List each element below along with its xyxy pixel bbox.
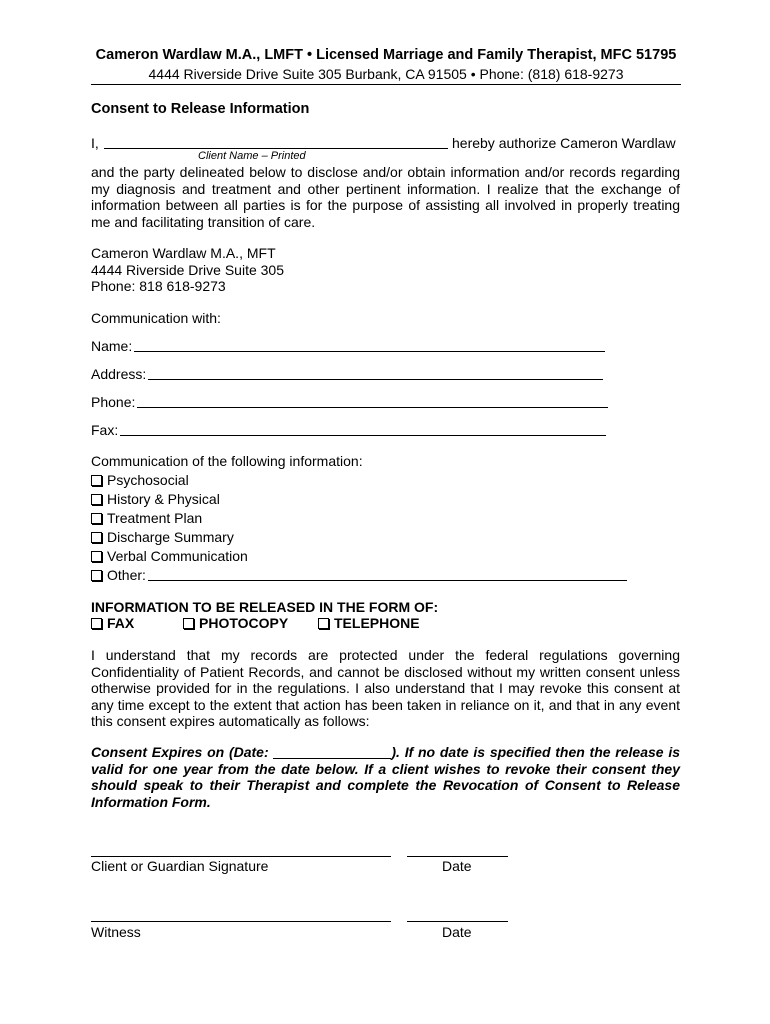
intro-suffix: hereby authorize Cameron Wardlaw [452,135,676,151]
witness-label: Witness [91,924,141,940]
provider-address: 4444 Riverside Drive Suite 305 [91,262,284,278]
checkbox-icon [91,475,102,486]
expires-suffix: ). If no date is specified then the release is valid for one year from the date below. If a client wishes to revoke their consent they should speak to their Therapist and complete the Revocation of Consent to Release Information Form. [91,744,681,810]
option-label: Verbal Communication [107,548,248,564]
option-label: Other: [107,567,146,583]
intro-prefix: I, [91,135,99,151]
checkbox-treatment-plan[interactable] [91,510,202,526]
option-label: PHOTOCOPY [199,615,289,631]
client-date-field[interactable] [407,856,508,857]
header-subtitle: 4444 Riverside Drive Suite 305 Burbank, CA 91505 • Phone: (818) 618-9273 [148,66,624,82]
phone-label: Phone: [91,394,136,410]
fax-field[interactable] [120,435,606,436]
checkbox-icon [318,618,329,629]
header-title: Cameron Wardlaw M.A., LMFT • Licensed Marriage and Family Therapist, MFC 51795 [95,47,677,63]
expiration-paragraph [91,744,680,810]
header-divider [91,84,681,85]
provider-name: Cameron Wardlaw M.A., MFT [91,245,276,261]
expiration-date-field[interactable] [273,746,391,759]
client-date-label: Date [442,858,472,874]
checkbox-icon [183,618,194,629]
other-field[interactable] [148,580,627,581]
option-label: TELEPHONE [334,615,420,631]
checkbox-fax[interactable] [91,615,134,631]
checkbox-icon [91,513,102,524]
client-name-caption: Client Name – Printed [198,150,306,162]
client-signature-field[interactable] [91,856,391,857]
info-label: Communication of the following information: [91,453,363,469]
communication-with-label: Communication with: [91,310,221,326]
release-form-heading: INFORMATION TO BE RELEASED IN THE FORM OF: [91,599,439,615]
checkbox-psychosocial[interactable] [91,472,189,488]
checkbox-icon [91,570,102,581]
phone-field[interactable] [137,407,608,408]
witness-signature-field[interactable] [91,921,391,922]
option-label: FAX [107,615,135,631]
checkbox-discharge-summary[interactable] [91,529,234,545]
checkbox-icon [91,551,102,562]
option-label: Psychosocial [107,472,189,488]
checkbox-other[interactable] [91,567,146,583]
checkbox-verbal-communication[interactable] [91,548,248,564]
confidentiality-paragraph: I understand that my records are protected under the federal regulations governing Confidentiality of Patient Records, and cannot be disclosed without my written consent unless otherwise provided for in the regulations. I also understand that I may revoke this consent at any time except to the extent that action has been taken in reliance on it, and that in any event this consent expires automatically as follows: [91,647,680,729]
option-label: History & Physical [107,491,220,507]
checkbox-icon [91,618,102,629]
name-field[interactable] [134,351,605,352]
provider-phone: Phone: 818 618-9273 [91,278,226,294]
fax-label: Fax: [91,422,119,438]
checkbox-icon [91,532,102,543]
checkbox-photocopy[interactable] [183,615,288,631]
expires-prefix: Consent Expires on (Date: [91,744,269,760]
client-name-field[interactable] [104,148,448,149]
form-heading: Consent to Release Information [91,101,310,117]
witness-date-field[interactable] [407,921,508,922]
checkbox-icon [91,494,102,505]
option-label: Treatment Plan [107,510,203,526]
witness-date-label: Date [442,924,472,940]
intro-paragraph: and the party delineated below to disclose and/or obtain information and/or records regarding my diagnosis and treatment and other pertinent information. I realize that the exchange of information between all parties is for the purpose of assisting all involved in properly treating me and facilitating transition of care. [91,164,680,230]
address-field[interactable] [148,379,603,380]
address-label: Address: [91,366,147,382]
option-label: Discharge Summary [107,529,234,545]
checkbox-history-physical[interactable] [91,491,220,507]
checkbox-telephone[interactable] [318,615,420,631]
name-label: Name: [91,338,133,354]
client-signature-label: Client or Guardian Signature [91,858,269,874]
